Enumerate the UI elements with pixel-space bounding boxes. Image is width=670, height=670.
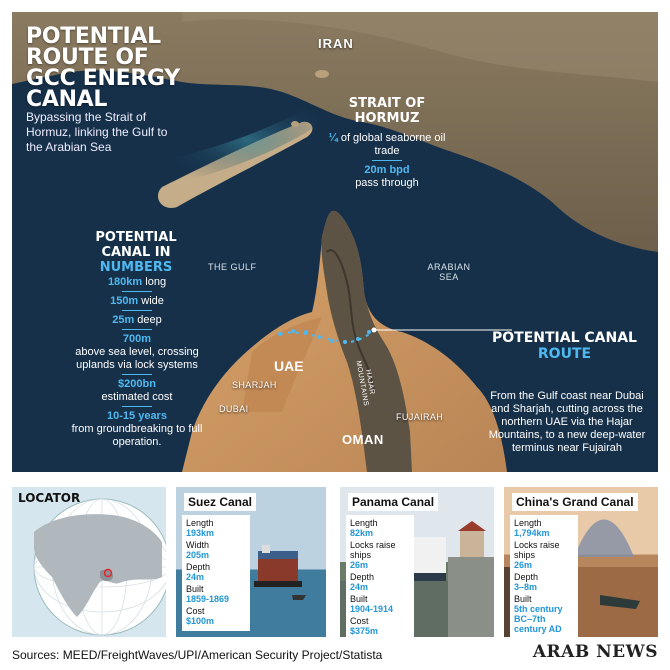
fact-value: 26m <box>514 560 533 570</box>
stat-text: estimated cost <box>101 391 173 403</box>
fact-value: $375m <box>350 626 379 636</box>
fact-label: Depth <box>186 562 211 572</box>
canal-facts <box>182 515 250 631</box>
canal-stat-depth <box>62 314 212 330</box>
panama-canal-panel <box>340 487 494 637</box>
hero-map <box>12 12 658 472</box>
locator-panel <box>12 487 166 637</box>
fact-value: 193km <box>186 528 215 538</box>
suez-canal-panel <box>176 487 326 637</box>
heading-text: POTENTIAL CANAL IN <box>95 230 177 260</box>
strait-stat-bpd <box>332 164 442 190</box>
stat-text: wide <box>138 295 164 307</box>
stat-value: 20m bpd <box>364 164 410 176</box>
sources-credit: Sources: MEED/FreightWaves/UPI/American Security Project/Statista <box>12 648 383 662</box>
fact-value: 5th century BC–7th century AD <box>514 604 563 634</box>
route-heading <box>482 330 647 362</box>
stat-text: above sea level, crossing uplands via lock systems <box>75 346 199 371</box>
fact-value: $100m <box>186 616 215 626</box>
fact-label: Length <box>350 518 378 528</box>
title-line: CANAL <box>26 87 108 112</box>
canal-stat-timeline <box>62 410 212 449</box>
strait-heading-line: STRAIT OF <box>348 96 426 111</box>
page-title <box>26 26 180 110</box>
canal-name: China's Grand Canal <box>512 493 638 511</box>
label-uae: UAE <box>274 358 304 374</box>
stat-value: 700m <box>122 333 152 345</box>
strait-heading <box>332 96 442 126</box>
locator-label: LOCATOR <box>18 491 81 505</box>
fact-value: 1859-1869 <box>186 594 230 604</box>
stat-text: deep <box>134 314 162 326</box>
fact-label: Locks raise ships <box>350 540 396 560</box>
stat-value: 10-15 years <box>107 410 167 422</box>
stat-value: 150m <box>110 295 139 307</box>
heading-highlight: NUMBERS <box>99 260 173 275</box>
fact-label: Built <box>350 594 368 604</box>
stat-value: $200bn <box>118 378 156 390</box>
label-hajar-mountains: HAJAR MOUNTAINS <box>354 360 376 407</box>
canal-numbers-heading <box>76 230 196 275</box>
title-line: POTENTIAL <box>26 24 161 49</box>
fact-value: 24m <box>186 572 205 582</box>
fact-label: Depth <box>514 572 539 582</box>
fact-label: Locks raise ships <box>514 540 560 560</box>
canal-facts <box>346 515 414 637</box>
fact-label: Built <box>186 584 204 594</box>
fact-label: Length <box>186 518 214 528</box>
divider <box>122 310 152 311</box>
divider <box>122 329 152 330</box>
title-line: ROUTE OF <box>26 45 149 70</box>
canal-stat-length <box>62 276 212 292</box>
canal-stat-width <box>62 295 212 311</box>
canal-numbers-list <box>62 276 212 452</box>
canal-stat-elevation <box>62 333 212 375</box>
divider <box>122 291 152 292</box>
fact-label: Width <box>186 540 210 550</box>
grand-canal-panel <box>504 487 658 637</box>
canal-name: Suez Canal <box>184 493 256 511</box>
canal-name: Panama Canal <box>348 493 438 511</box>
fact-value: 1904-1914 <box>350 604 394 614</box>
label-sharjah: SHARJAH <box>232 380 277 390</box>
fact-value: 82km <box>350 528 374 538</box>
label-fujairah: FUJAIRAH <box>396 412 444 422</box>
stat-text: from groundbreaking to full operation. <box>71 423 203 448</box>
stat-value: ¼ <box>328 132 338 144</box>
fact-value: 205m <box>186 550 210 560</box>
canal-stat-cost <box>62 378 212 407</box>
label-arabian-sea: ARABIAN SEA <box>427 262 471 282</box>
fact-label: Built <box>514 594 532 604</box>
fact-label: Length <box>514 518 542 528</box>
stat-value: 180km <box>107 276 143 288</box>
stat-text: of global seaborne oil trade <box>337 132 446 157</box>
brand-logo: ARAB NEWS <box>532 642 658 662</box>
divider <box>372 160 402 161</box>
strait-heading-line: HORMUZ <box>354 111 420 126</box>
stat-text: pass through <box>355 177 419 189</box>
fact-value: 26m <box>350 560 369 570</box>
fact-label: Cost <box>186 606 205 616</box>
route-description: From the Gulf coast near Dubai and Sharjah, cutting across the northern UAE via the Hajar Mountains, to a new deep-water terminus near Fujairah <box>488 390 646 454</box>
fact-value: 3–8m <box>514 582 538 592</box>
heading-highlight: ROUTE <box>537 346 592 362</box>
title-line: GCC ENERGY <box>26 66 180 91</box>
fact-value: 1,794km <box>514 528 550 538</box>
label-iran: IRAN <box>318 36 354 51</box>
divider <box>122 374 152 375</box>
locator-globe <box>12 487 166 637</box>
heading-text: POTENTIAL CANAL <box>492 330 637 346</box>
fact-label: Cost <box>350 616 369 626</box>
divider <box>122 406 152 407</box>
strait-stat-oil-trade <box>322 132 452 164</box>
label-dubai: DUBAI <box>219 404 249 414</box>
fact-value: 24m <box>350 582 369 592</box>
page-subtitle: Bypassing the Strait of Hormuz, linking the Gulf to the Arabian Sea <box>26 110 168 154</box>
canal-facts <box>510 515 578 637</box>
stat-text: long <box>142 276 167 288</box>
label-oman: OMAN <box>342 432 384 447</box>
stat-value: 25m <box>112 314 135 326</box>
label-the-gulf: THE GULF <box>208 262 257 272</box>
fact-label: Depth <box>350 572 375 582</box>
